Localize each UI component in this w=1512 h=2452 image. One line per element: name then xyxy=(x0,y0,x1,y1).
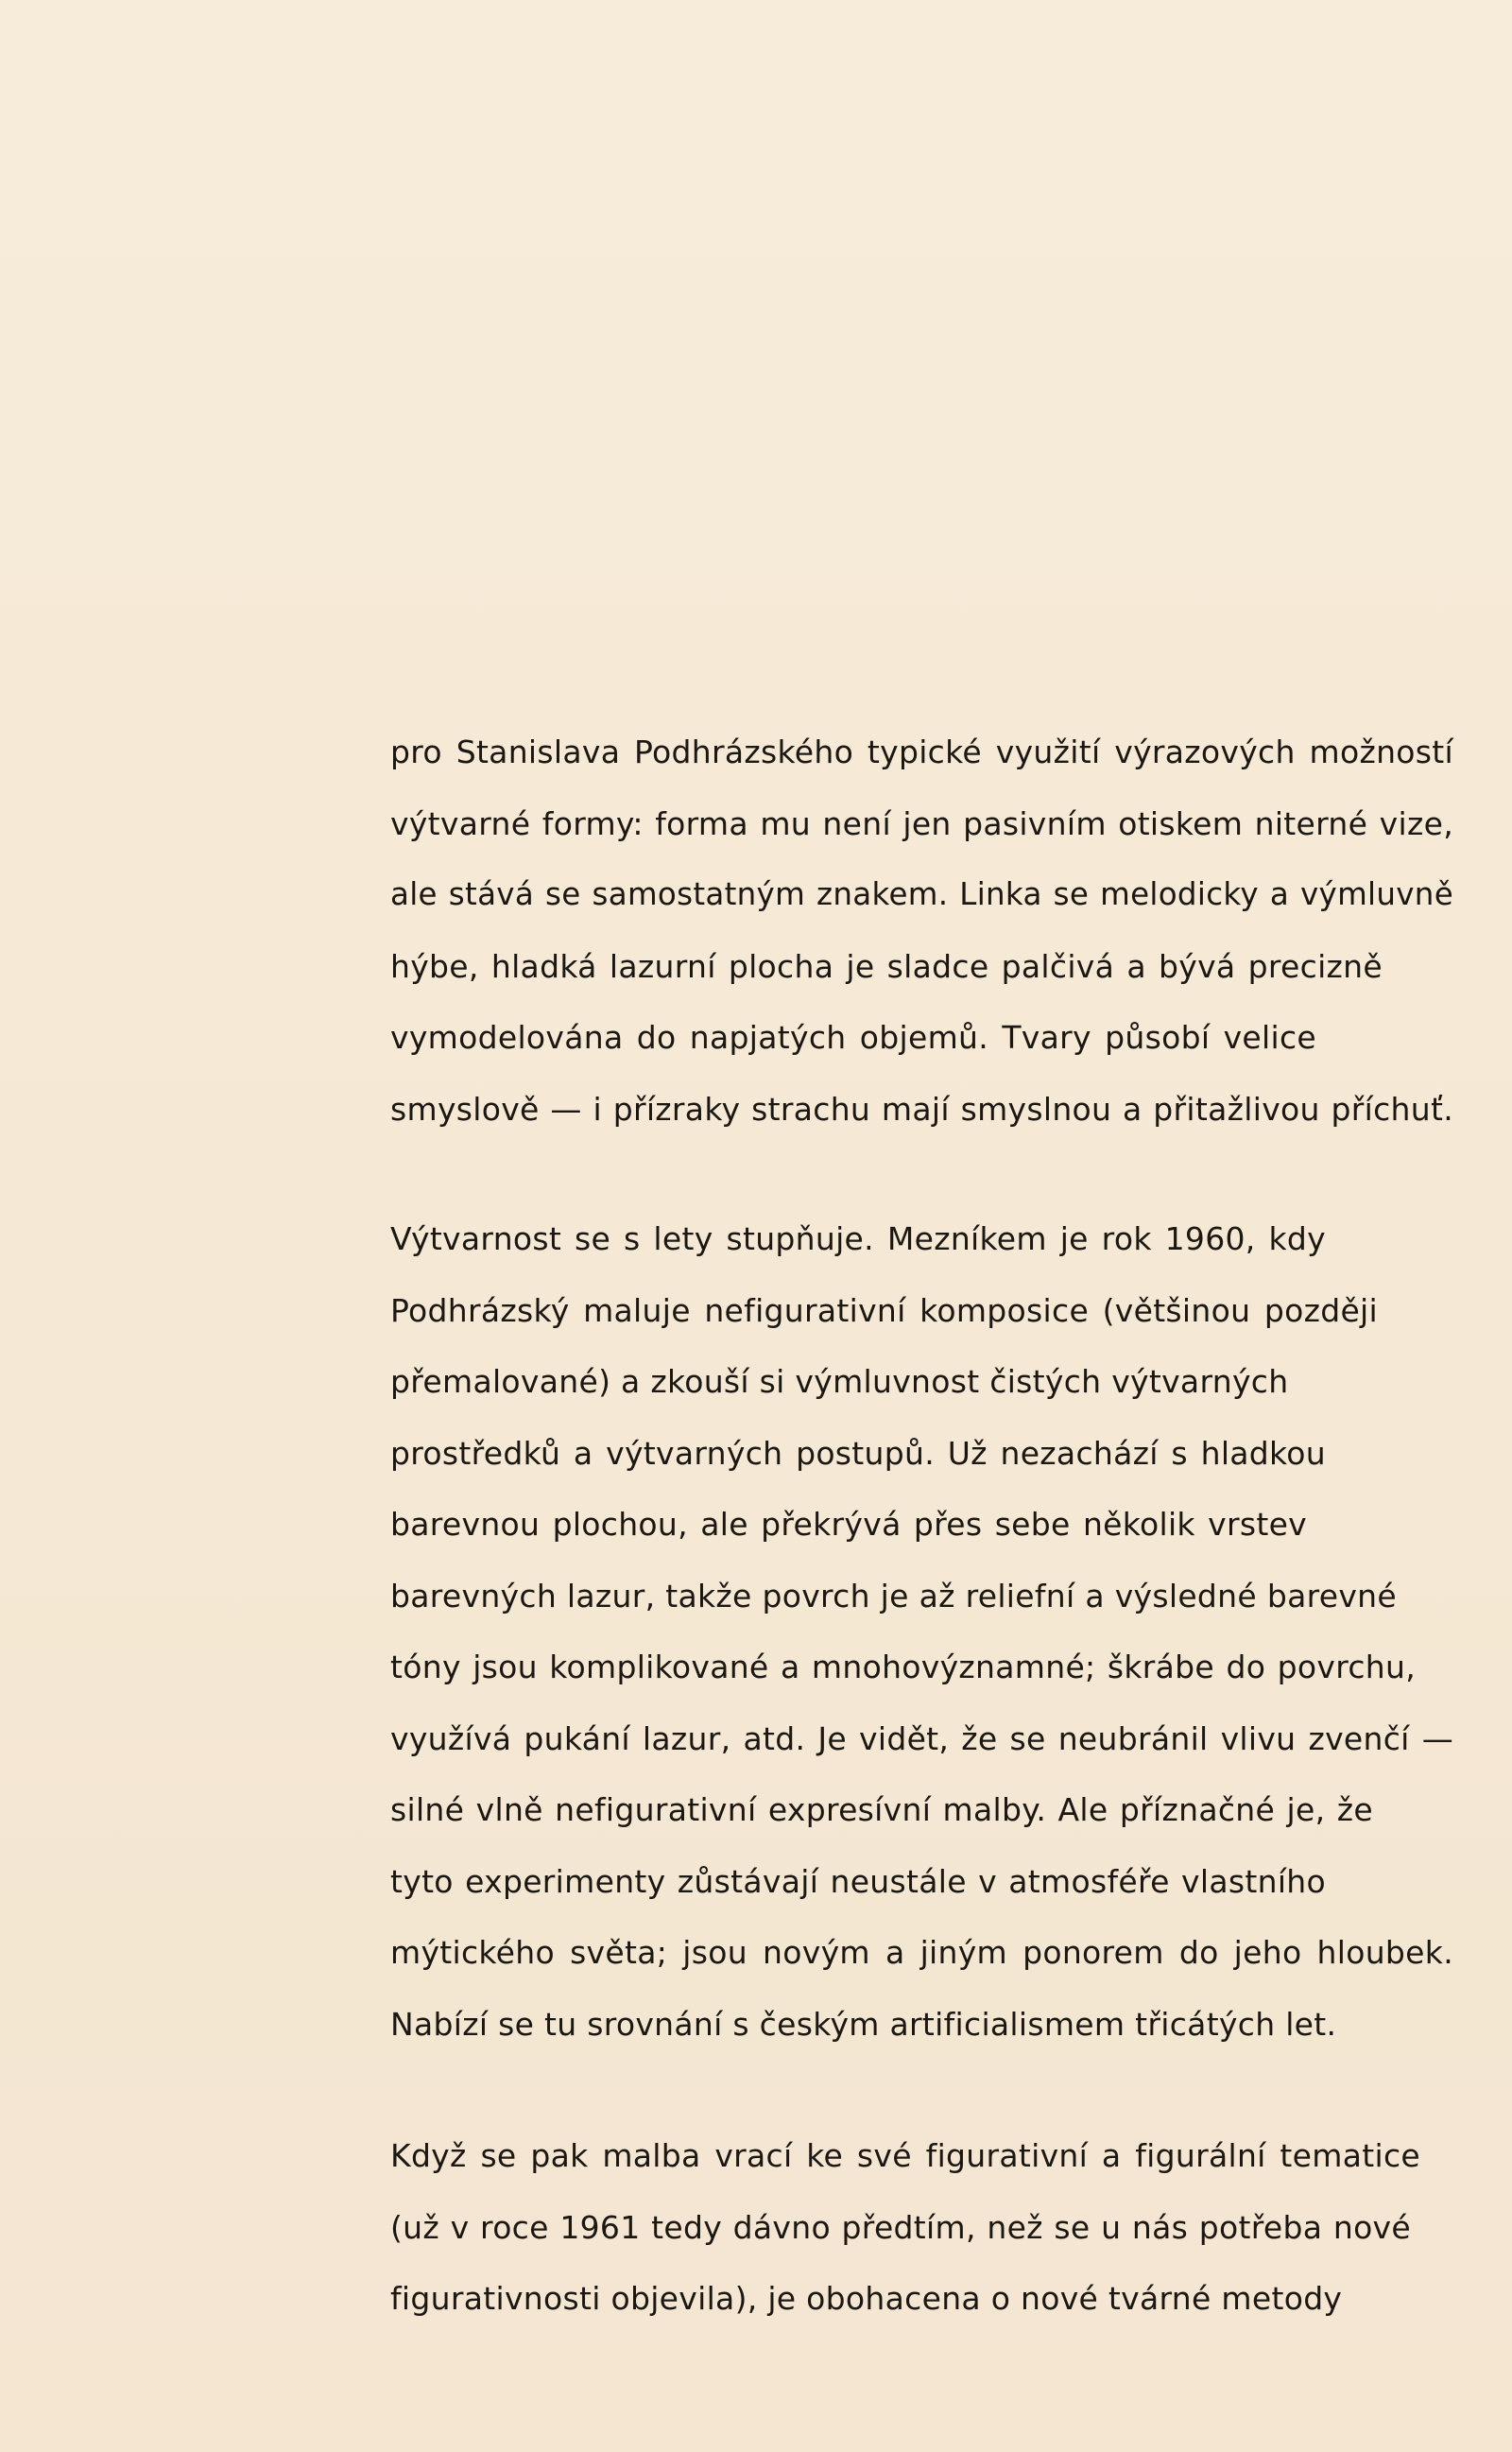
text-line: tyto experimenty zůstávají neustále v atmosféře vlastního xyxy=(390,1862,1326,1900)
text-line: přemalované) a zkouší si výmluvnost čistých výtvarných xyxy=(390,1363,1289,1400)
text-line: silné vlně nefigurativní expresívní malby. Ale příznačné je, že xyxy=(390,1791,1373,1828)
paragraph-2 xyxy=(390,1203,1453,2060)
text-line: mýtického světa; jsou novým a jiným ponorem do jeho hloubek. xyxy=(390,1934,1453,1971)
text-line: smyslově — i přízraky strachu mají smyslnou a přitažlivou příchuť. xyxy=(390,1090,1453,1128)
text-line: pro Stanislava Podhrázského typické využití výrazových možností xyxy=(390,734,1453,770)
text-line: využívá pukání lazur, atd. Je vidět, že se neubránil vlivu zvenčí — xyxy=(390,1719,1453,1757)
text-line: Výtvarnost se s lety stupňuje. Mezníkem je rok 1960, kdy xyxy=(390,1220,1326,1257)
text-line: (už v roce 1961 tedy dávno předtím, než se u nás potřeba nové xyxy=(390,2208,1411,2246)
paragraph-1 xyxy=(390,717,1453,1145)
text-line: ale stává se samostatným znakem. Linka se melodicky a výmluvně xyxy=(390,876,1453,912)
text-line: Nabízí se tu srovnání s českým artificialismem třicátých let. xyxy=(390,2005,1337,2043)
text-line: Podhrázský maluje nefigurativní komposice (většinou později xyxy=(390,1291,1378,1329)
text-line: vymodelována do napjatých objemů. Tvary působí velice xyxy=(390,1019,1316,1056)
text-line: hýbe, hladká lazurní plocha je sladce palčivá a bývá precizně xyxy=(390,947,1383,985)
text-line: prostředků a výtvarných postupů. Už nezachází s hladkou xyxy=(390,1434,1326,1472)
paragraph-3 xyxy=(390,2120,1453,2335)
text-line: barevných lazur, takže povrch je až reliefní a výsledné barevné xyxy=(390,1577,1397,1615)
text-line: figurativnosti objevila), je obohacena o nové tvárné metody xyxy=(390,2280,1343,2317)
text-line: výtvarné formy: forma mu není jen pasivním otiskem niterné vize, xyxy=(390,804,1453,842)
text-line: barevnou plochou, ale překrývá přes sebe několik vrstev xyxy=(390,1506,1307,1543)
text-line: tóny jsou komplikované a mnohovýznamné; škrábe do povrchu, xyxy=(390,1649,1416,1685)
text-line: Když se pak malba vrací ke své figurativní a figurální tematice xyxy=(390,2137,1420,2174)
